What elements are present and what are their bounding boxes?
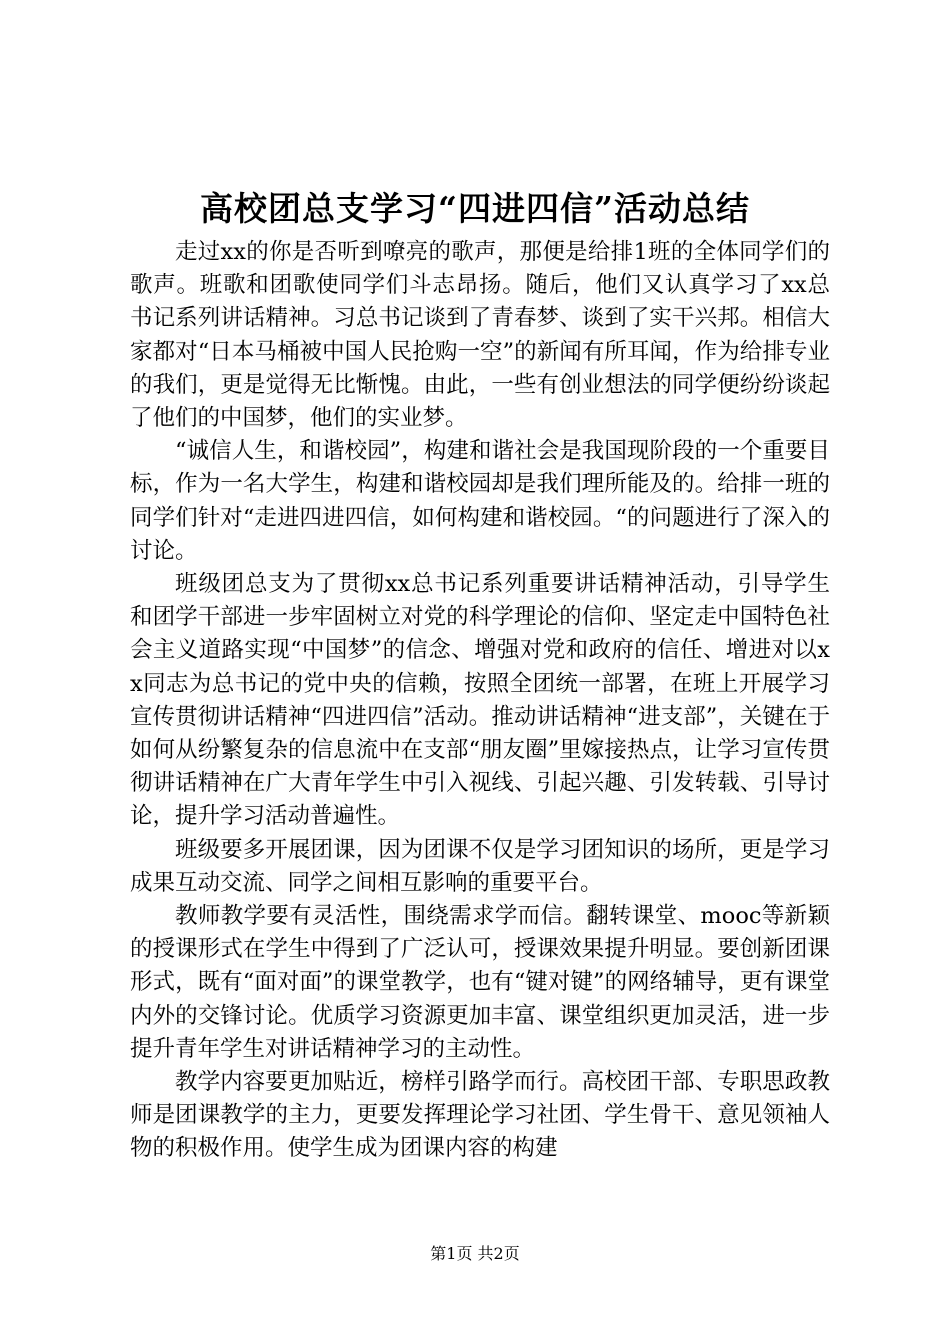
paragraph: 班级要多开展团课，因为团课不仅是学习团知识的场所，更是学习成果互动交流、同学之间相互影响的重要平台。 — [130, 836, 830, 896]
paragraph: 教师教学要有灵活性，围绕需求学而信。翻转课堂、mooc等新颖的授课形式在学生中得到了广泛认可，授课效果提升明显。要创新团课形式，既有“面对面”的课堂教学，也有“键对键”的网络辅导，更有课堂内外的交锋讨论。优质学习资源更加丰富、课堂组织更加灵活，进一步提升青年学生对讲话精神学习的主动性。 — [130, 903, 830, 1062]
page-number-footer: 第1页 共2页 — [430, 1244, 520, 1263]
document-title: 高校团总支学习“四进四信”活动总结 — [200, 189, 750, 228]
paragraph: “诚信人生，和谐校园”，构建和谐社会是我国现阶段的一个重要目标，作为一名大学生，构建和谐校园却是我们理所能及的。给排一班的同学们针对“走进四进四信，如何构建和谐校园。“的问题进行了深入的讨论。 — [130, 438, 830, 564]
paragraph: 走过xx的你是否听到嘹亮的歌声，那便是给排1班的全体同学们的歌声。班歌和团歌使同学们斗志昂扬。随后，他们又认真学习了xx总书记系列讲话精神。习总书记谈到了青春梦、谈到了实干兴邦。相信大家都对“日本马桶被中国人民抢购一空”的新闻有所耳闻，作为给排专业的我们，更是觉得无比惭愧。由此，一些有创业想法的同学便纷纷谈起了他们的中国梦，他们的实业梦。 — [130, 239, 830, 432]
paragraph: 教学内容要更加贴近，榜样引路学而行。高校团干部、专职思政教师是团课教学的主力，更要发挥理论学习社团、学生骨干、意见领袖人物的积极作用。使学生成为团课内容的构建 — [130, 1069, 830, 1162]
document-body — [130, 236, 830, 1166]
paragraph: 班级团总支为了贯彻xx总书记系列重要讲话精神活动，引导学生和团学干部进一步牢固树立对党的科学理论的信仰、坚定走中国特色社会主义道路实现“中国梦”的信念、增强对党和政府的信任、增进对以xx同志为总书记的党中央的信赖，按照全团统一部署，在班上开展学习宣传贯彻讲话精神“四进四信”活动。推动讲话精神“进支部”，关键在于如何从纷繁复杂的信息流中在支部“朋友圈”里嫁接热点，让学习宣传贯彻讲话精神在广大青年学生中引入视线、引起兴趣、引发转载、引导讨论，提升学习活动普遍性。 — [130, 571, 830, 830]
